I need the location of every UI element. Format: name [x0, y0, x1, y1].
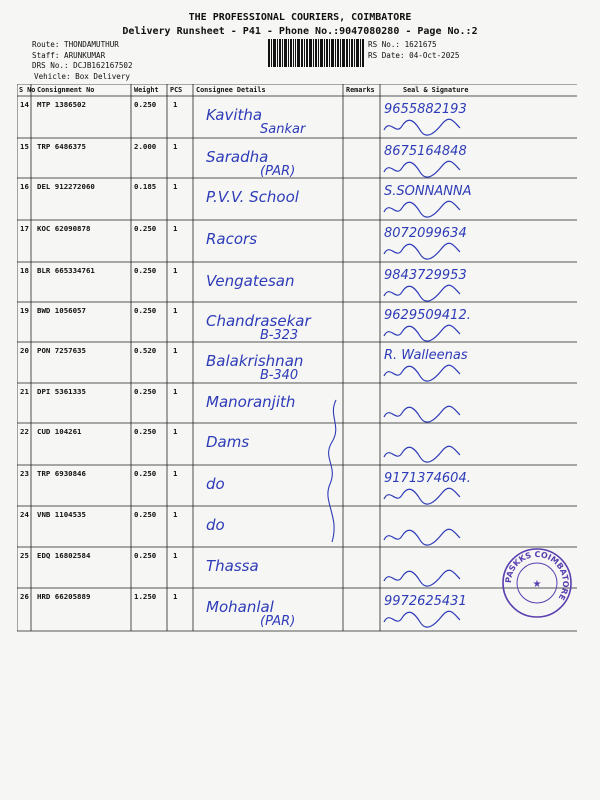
row-consignment-no: MTP 1386502: [37, 100, 86, 109]
row-pcs: 1: [173, 551, 178, 560]
row-consignee-name: Saradha: [206, 148, 269, 166]
row-weight: 1.250: [134, 592, 157, 601]
signature-scribble-icon: [382, 567, 462, 589]
row-pcs: 1: [173, 387, 178, 396]
row-sno: 17: [20, 224, 29, 233]
row-sno: 18: [20, 266, 29, 275]
row-pcs: 1: [173, 427, 178, 436]
row-sno: 19: [20, 306, 29, 315]
row-consignee-name: Dams: [206, 433, 250, 451]
row-signature: 9171374604.: [384, 471, 471, 486]
row-signature: 9629509412.: [384, 308, 471, 323]
row-consignee-name: Kavitha: [206, 106, 263, 124]
row-pcs: 1: [173, 592, 178, 601]
row-weight: 0.250: [134, 100, 157, 109]
row-consignee-extra: B-323: [260, 328, 299, 343]
row-consignee-extra: B-340: [260, 368, 299, 383]
remarks-scribble-icon: [318, 396, 348, 546]
row-pcs: 1: [173, 266, 178, 275]
row-consignee-name: Mohanlal: [206, 598, 274, 616]
row-sno: 26: [20, 592, 29, 601]
signature-scribble-icon: [382, 443, 462, 465]
row-consignment-no: HRD 66205889: [37, 592, 91, 601]
signature-scribble-icon: [382, 116, 462, 138]
row-pcs: 1: [173, 306, 178, 315]
row-pcs: 1: [173, 510, 178, 519]
signature-scribble-icon: [382, 608, 462, 630]
signature-scribble-icon: [382, 240, 462, 262]
row-sno: 24: [20, 510, 29, 519]
row-weight: 0.250: [134, 469, 157, 478]
row-weight: 0.250: [134, 551, 157, 560]
seal-text: PASKKS COIMBATORE: [503, 549, 571, 602]
row-consignment-no: TRP 6930846: [37, 469, 86, 478]
row-consignee-name: do: [206, 475, 225, 493]
rs-date-label: RS Date: 04-Oct-2025: [368, 50, 460, 60]
row-weight: 0.250: [134, 224, 157, 233]
row-sno: 23: [20, 469, 29, 478]
row-weight: 0.250: [134, 387, 157, 396]
signature-scribble-icon: [382, 526, 462, 548]
signature-scribble-icon: [382, 198, 462, 220]
staff-label: Staff: ARUNKUMAR: [32, 50, 106, 60]
row-sno: 15: [20, 142, 29, 151]
row-consignee-extra: (PAR): [260, 164, 296, 179]
row-weight: 0.250: [134, 510, 157, 519]
row-consignment-no: TRP 6486375: [37, 142, 86, 151]
drs-label: DRS No.: DCJB162167502: [32, 61, 133, 70]
row-consignee-name: P.V.V. School: [206, 188, 299, 206]
route-label: Route: THONDAMUTHUR: [32, 40, 119, 49]
signature-scribble-icon: [382, 322, 462, 344]
vehicle-label: Vehicle: Box Delivery: [34, 71, 131, 81]
col-header-consignment: Consignment No: [37, 86, 95, 94]
rs-no-label: RS No.: 1621675: [368, 40, 437, 49]
row-consignment-no: BLR 665334761: [37, 266, 95, 275]
row-pcs: 1: [173, 182, 178, 191]
row-signature: 9655882193: [384, 102, 467, 117]
row-signature: S.SONNANNA: [384, 184, 472, 199]
row-weight: 0.185: [134, 182, 157, 191]
row-weight: 2.000: [134, 142, 157, 151]
row-signature: 9972625431: [384, 594, 467, 609]
col-header-weight: Weight: [134, 86, 159, 94]
row-consignment-no: BWD 1056057: [37, 306, 86, 315]
row-consignee-name: Vengatesan: [206, 272, 295, 290]
row-consignee-name: Manoranjith: [206, 393, 296, 411]
row-signature: 9843729953: [384, 268, 467, 283]
signature-scribble-icon: [382, 362, 462, 384]
meta-right: [368, 40, 459, 61]
row-consignee-name: Chandrasekar: [206, 312, 311, 330]
col-header-remarks: Remarks: [346, 86, 375, 94]
col-header-pcs: PCS: [170, 86, 183, 94]
row-consignment-no: DEL 912272060: [37, 182, 95, 191]
row-sno: 21: [20, 387, 29, 396]
row-pcs: 1: [173, 224, 178, 233]
company-seal-stamp: [500, 546, 574, 620]
row-signature: 8675164848: [384, 144, 467, 159]
row-consignment-no: EDQ 16802584: [37, 551, 91, 560]
row-consignment-no: DPI 5361335: [37, 387, 86, 396]
signature-scribble-icon: [382, 282, 462, 304]
row-consignee-extra: (PAR): [260, 614, 296, 629]
row-sno: 14: [20, 100, 29, 109]
row-sno: 22: [20, 427, 29, 436]
row-pcs: 1: [173, 142, 178, 151]
svg-text:★: ★: [532, 579, 542, 590]
row-consignee-extra: Sankar: [260, 122, 306, 137]
row-consignee-name: Racors: [206, 230, 258, 248]
col-header-signature: Seal & Signature: [403, 86, 469, 94]
row-sno: 16: [20, 182, 29, 191]
row-consignee-name: Thassa: [206, 557, 259, 575]
meta-left: [32, 40, 133, 82]
signature-scribble-icon: [382, 158, 462, 180]
row-consignment-no: VNB 1104535: [37, 510, 86, 519]
row-weight: 0.520: [134, 346, 157, 355]
row-consignee-name: do: [206, 516, 225, 534]
barcode: [268, 39, 364, 67]
row-pcs: 1: [173, 469, 178, 478]
document-title: THE PROFESSIONAL COURIERS, COIMBATORE: [188, 12, 412, 23]
row-pcs: 1: [173, 100, 178, 109]
signature-scribble-icon: [382, 485, 462, 507]
row-signature: 8072099634: [384, 226, 467, 241]
signature-scribble-icon: [382, 403, 462, 425]
row-sno: 20: [20, 346, 29, 355]
document-subtitle: Delivery Runsheet - P41 - Phone No.:9047080280 - Page No.:2: [122, 26, 478, 37]
row-consignment-no: KOC 62090878: [37, 224, 91, 233]
row-consignment-no: PON 7257635: [37, 346, 86, 355]
row-pcs: 1: [173, 346, 178, 355]
row-weight: 0.250: [134, 266, 157, 275]
row-consignee-name: Balakrishnan: [206, 352, 304, 370]
row-weight: 0.250: [134, 427, 157, 436]
col-header-sno: S No: [19, 86, 36, 94]
col-header-consignee: Consignee Details: [196, 86, 266, 94]
row-consignment-no: CUD 104261: [37, 427, 82, 436]
row-sno: 25: [20, 551, 29, 560]
row-signature: R. Walleenas: [384, 348, 468, 363]
row-weight: 0.250: [134, 306, 157, 315]
